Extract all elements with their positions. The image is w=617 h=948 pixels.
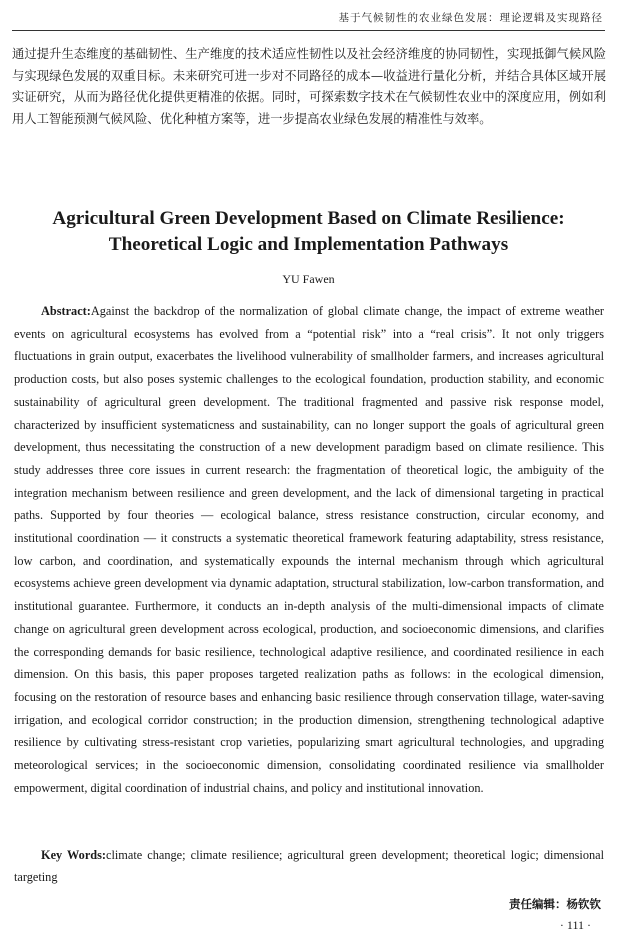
article-title-line-2: Theoretical Logic and Implementation Pathways — [108, 234, 509, 255]
article-title-line-1: Agricultural Green Development Based on Climate Resilience: — [52, 208, 565, 229]
page-number: · 111 · — [559, 918, 591, 932]
keywords-text: climate change; climate resilience; agricultural green development; theoretical logic; dimensional targeting — [14, 848, 604, 884]
author-name: YU Fawen — [282, 272, 335, 286]
chinese-paragraph: 通过提升生态维度的基础韧性、生产维度的技术适应性韧性以及社会经济维度的协同韧性，实现抵御气候风险与实现绿色发展的双重目标。未来研究可进一步对不同路径的成本—收益进行量化分析，并结合具体区域开展实证研究，从而为路径优化提供更精准的依据。同时，可探索数字技术在气候韧性农业中的深度应用，例如利用人工智能预测气候风险、优化种植方案等，进一步提高农业绿色发展的精准性与效率。 — [12, 47, 606, 126]
responsible-editor: 责任编辑：杨钦钦 — [509, 897, 601, 911]
abstract-text: Against the backdrop of the normalization of global climate change, the impact of extreme weather events on agricultural ecosystems has evolved from a “potential risk” into a “real crisis”. It not only triggers fluctuations in grain output, exacerbates the livelihood vulnerability of smallholder farmers, and increases agricultural production costs, but also poses systemic challenges to the ecological foundation, production stability, and economic sustainability of agricultural green development. The traditional fragmented and passive risk response model, characterized by insufficient systematicness and sustainability, can no longer support the goals of agricultural green development, thus necessitating the construction of a new development paradigm based on climate resilience. This study addresses three core issues in current research: the fragmentation of theoretical logic, the ambiguity of the integration mechanism between resilience and green development, and the lack of dimensional targeting in practical paths. Supported by four theories — ecological balance, stress resistance construction, circular economy, and institutional coordination — it constructs a systematic theoretical framework featuring adaptability, stress resistance, low carbon, and coordination, and systematically expounds the internal mechanism through which agricultural ecosystems achieve green development via dynamic adaptation, structural stabilization, low-carbon transformation, and institutional guarantee. Furthermore, it conducts an in-depth analysis of the multi-dimensional impacts of climate change on agricultural green development across ecological, production, and socioeconomic dimensions, and clarifies the corresponding demands for basic resilience, technological adaptive resilience, and coordinated resilience in each dimension. On this basis, this paper proposes targeted realization paths as follows: in the ecological dimension, focusing on the restoration of resource bases and enhancing basic resilience through conservation tillage, water-saving irrigation, and ecological corridor construction; in the production dimension, strengthening technological adaptive resilience by cultivating stress-resistant crop varieties, popularizing smart agricultural technologies, and upgrading meteorological services; in the socioeconomic dimension, consolidating coordinated resilience via smallholder empowerment, digital coordination of industrial chains, and policy and institutional innovation. — [14, 304, 604, 795]
abstract-label: Abstract: — [41, 304, 91, 318]
abstract — [14, 300, 604, 799]
keywords — [14, 844, 604, 888]
running-head: 基于气候韧性的农业绿色发展：理论逻辑及实现路径 — [338, 12, 603, 24]
header-rule — [12, 30, 605, 31]
article-title — [0, 206, 617, 258]
keywords-label: Key Words: — [41, 848, 106, 862]
